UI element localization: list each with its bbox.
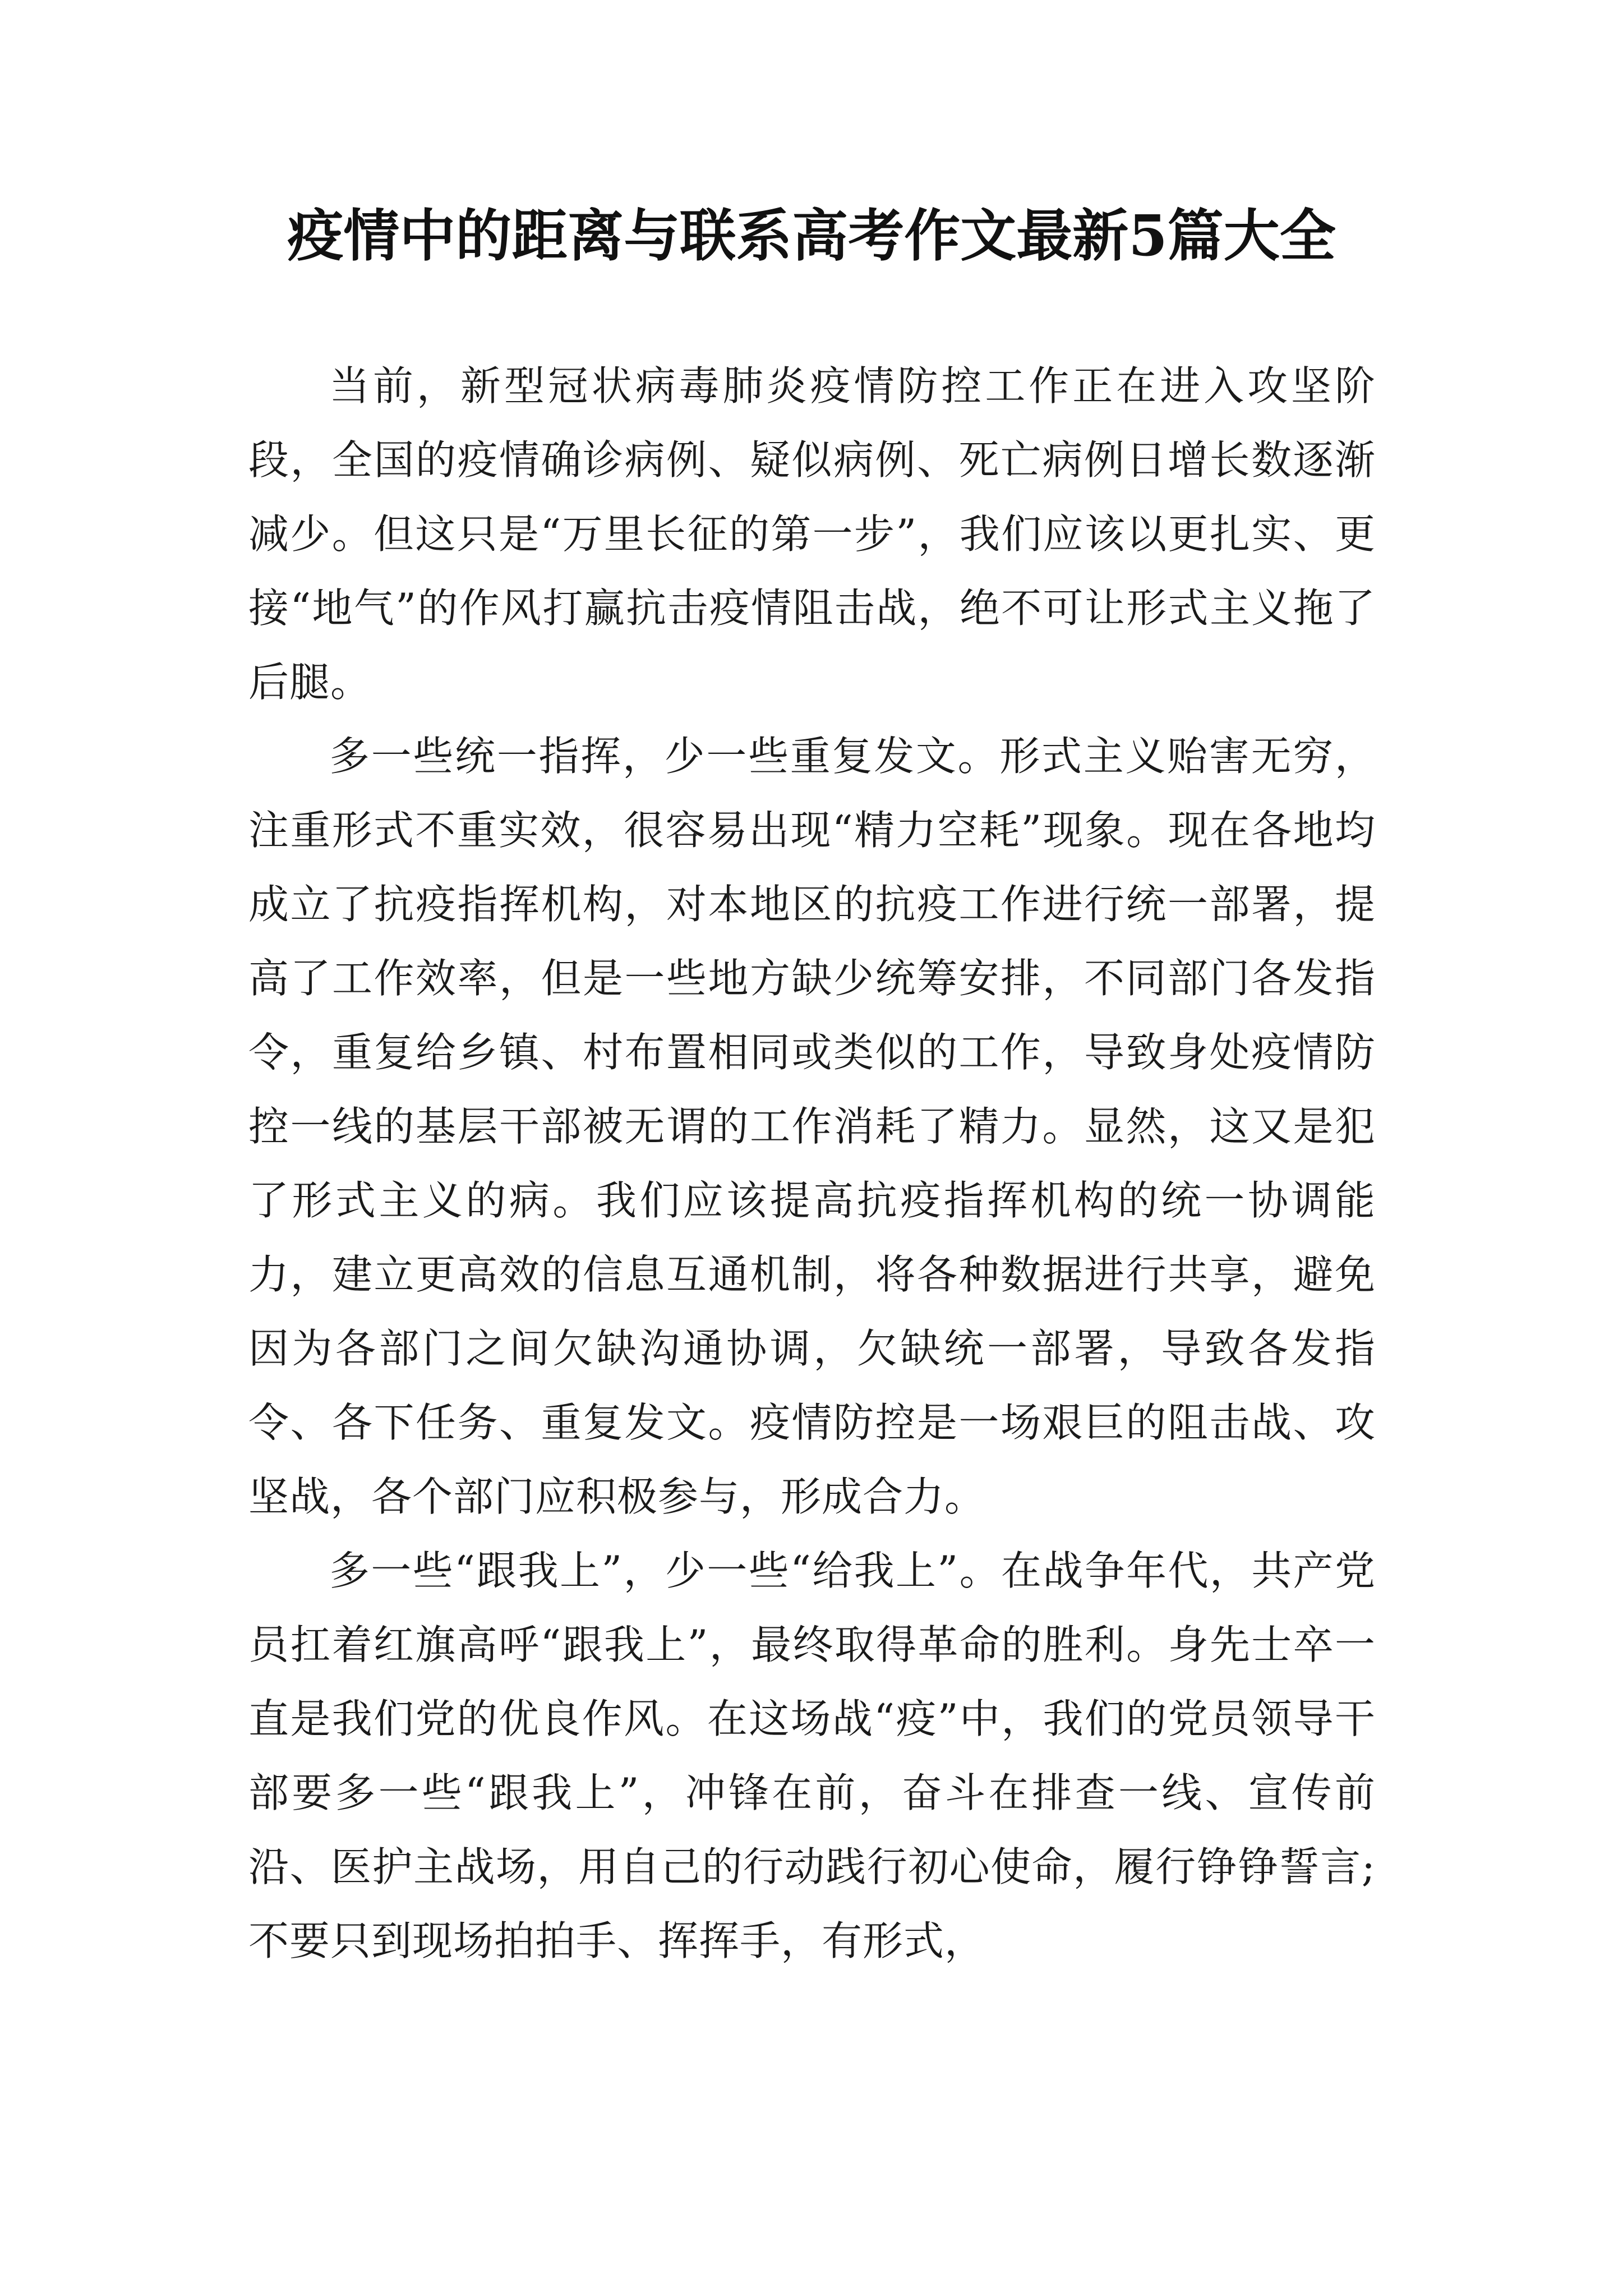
paragraph-2: 多一些统一指挥，少一些重复发文。形式主义贻害无穷，注重形式不重实效，很容易出现“精力空耗”现象。现在各地均成立了抗疫指挥机构，对本地区的抗疫工作进行统一部署，提高了工作效率，但是一些地方缺少统筹安排，不同部门各发指令，重复给乡镇、村布置相同或类似的工作，导致身处疫情防控一线的基层干部被无谓的工作消耗了精力。显然，这又是犯了形式主义的病。我们应该提高抗疫指挥机构的统一协调能力，建立更高效的信息互通机制，将各种数据进行共享，避免因为各部门之间欠缺沟通协调，欠缺统一部署，导致各发指令、各下任务、重复发文。疫情防控是一场艰巨的阻击战、攻坚战，各个部门应积极参与，形成合力。 [248,733,1376,1520]
document-title: 疫情中的距离与联系高考作文最新5篇大全 [287,203,1336,269]
paragraph-3: 多一些“跟我上”，少一些“给我上”。在战争年代，共产党员扛着红旗高呼“跟我上”，最终取得革命的胜利。身先士卒一直是我们党的优良作风。在这场战“疫”中，我们的党员领导干部要多一些“跟我上”，冲锋在前，奋斗在排查一线、宣传前沿、医护主战场，用自己的行动践行初心使命，履行铮铮誓言;不要只到现场拍拍手、挥挥手，有形式， [248,1547,1376,1964]
paragraph-1: 当前，新型冠状病毒肺炎疫情防控工作正在进入攻坚阶段，全国的疫情确诊病例、疑似病例、死亡病例日增长数逐渐减少。但这只是“万里长征的第一步”，我们应该以更扎实、更接“地气”的作风打赢抗击疫情阻击战，绝不可让形式主义拖了后腿。 [248,362,1376,706]
document-body [248,349,1376,1978]
